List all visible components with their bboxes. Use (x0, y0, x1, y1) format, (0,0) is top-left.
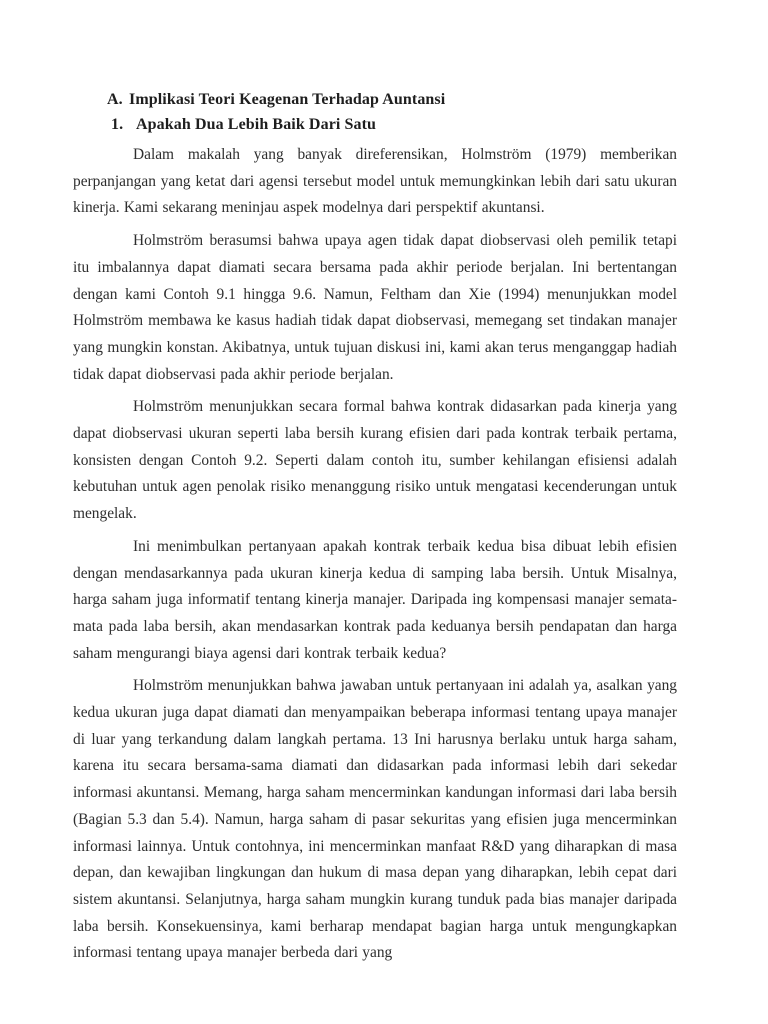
section-heading-label: A. (107, 91, 123, 108)
subsection-heading-text: Apakah Dua Lebih Baik Dari Satu (136, 116, 377, 133)
paragraph-1: Dalam makalah yang banyak direferensikan, Holmström (1979) memberikan perpanjangan yang ketat dari agensi tersebut model untuk memungkinkan lebih dari satu ukuran kinerja. Kami sekarang meninjau aspek modelnya dari perspektif akuntansi. (73, 146, 677, 217)
paragraph-5: Holmström menunjukkan bahwa jawaban untuk pertanyaan ini adalah ya, asalkan yang kedua ukuran juga dapat diamati dan menyampaikan beberapa informasi tentang upaya manajer di luar yang terkandung dalam langkah pertama. 13 Ini harusnya berlaku untuk harga saham, karena itu secara bersama-sama diamati dan didasarkan pada informasi lebih dari sekedar informasi akuntansi. Memang, harga saham mencerminkan kandungan informasi dari laba bersih (Bagian 5.3 dan 5.4). Namun, harga saham di pasar sekuritas yang efisien juga mencerminkan informasi lainnya. Untuk contohnya, ini mencerminkan manfaat R&D yang diharapkan di masa depan, dan kewajiban lingkungan dan hukum di masa depan yang diharapkan, lebih cepat dari sistem akuntansi. Selanjutnya, harga saham mungkin kurang tunduk pada bias manajer daripada laba bersih. Konsekuensinya, kami berharap mendapat bagian harga untuk mengungkapkan informasi tentang upaya manajer berbeda dari yang (73, 677, 677, 962)
section-heading-text: Implikasi Teori Keagenan Terhadap Auntansi (129, 91, 446, 108)
section-heading (73, 87, 677, 112)
subsection-heading-label: 1. (111, 116, 124, 133)
paragraph-4: Ini menimbulkan pertanyaan apakah kontrak terbaik kedua bisa dibuat lebih efisien dengan mendasarkannya pada ukuran kinerja kedua di samping laba bersih. Untuk Misalnya, harga saham juga informatif tentang kinerja manajer. Daripada ing kompensasi manajer semata-mata pada laba bersih, akan mendasarkan kontrak pada keduanya bersih pendapatan dan harga saham mengurangi biaya agensi dari kontrak terbaik kedua? (73, 537, 677, 662)
document-text-block (73, 87, 677, 973)
paragraph-2: Holmström berasumsi bahwa upaya agen tidak dapat diobservasi oleh pemilik tetapi itu imbalannya dapat diamati secara bersama pada akhir periode berjalan. Ini bertentangan dengan kami Contoh 9.1 hingga 9.6. Namun, Feltham dan Xie (1994) menunjukkan model Holmström membawa ke kasus hadiah tidak dapat diobservasi, memegang set tindakan manajer yang mungkin konstan. Akibatnya, untuk tujuan diskusi ini, kami akan terus menganggap hadiah tidak dapat diobservasi pada akhir periode berjalan. (73, 232, 677, 383)
paragraph-3: Holmström menunjukkan secara formal bahwa kontrak didasarkan pada kinerja yang dapat diobservasi ukuran seperti laba bersih kurang efisien dari pada kontrak terbaik pertama, konsisten dengan Contoh 9.2. Seperti dalam contoh itu, sumber kehilangan efisiensi adalah kebutuhan untuk agen penolak risiko menanggung risiko untuk mengatasi kecenderungan untuk mengelak. (73, 398, 677, 523)
subsection-heading (73, 112, 677, 137)
